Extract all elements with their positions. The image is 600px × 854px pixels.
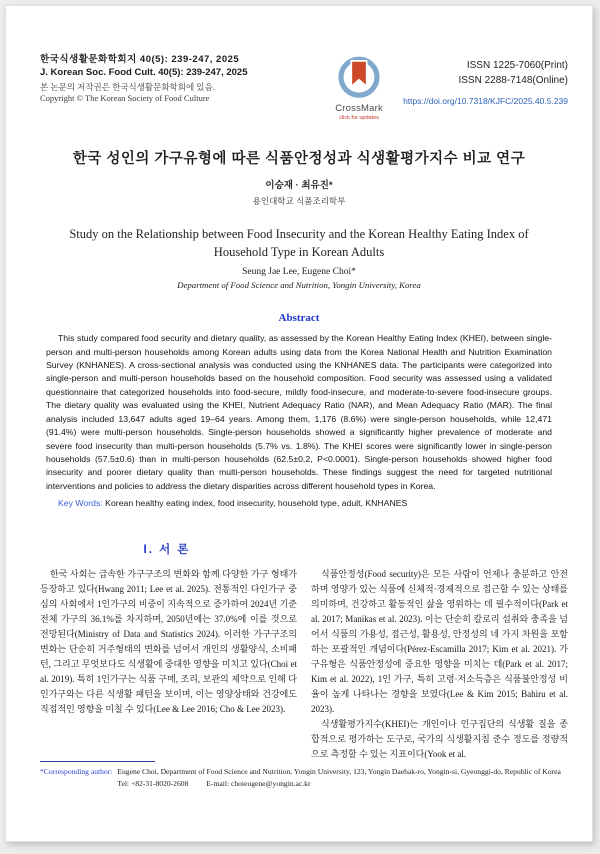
issn-online: ISSN 2288-7148(Online) (458, 75, 568, 86)
paragraph-intro-3: 식생활평가지수(KHEI)는 개인이나 인구집단의 식생활 질을 종합적으로 평가하는 도구로, 국가의 식생활지침 준수 정도를 정량적으로 측정할 수 있는 지표이다(Yook et al. (311, 718, 568, 759)
copyright-english: Copyright © The Korean Society of Food Culture (40, 93, 210, 104)
crossmark-badge[interactable] (327, 54, 391, 121)
footnote-row (40, 767, 568, 789)
body-column-right (311, 567, 568, 762)
issn-print: ISSN 1225-7060(Print) (466, 60, 568, 71)
issn-block (403, 54, 568, 112)
keywords-line (58, 497, 552, 510)
authors-english: Seung Jae Lee, Eugene Choi* (242, 267, 356, 278)
article-title-english (46, 225, 552, 261)
keywords-text: Korean healthy eating index, food insecurity, household type, adult, KNHANES (105, 498, 408, 509)
journal-name-english: J. Korean Soc. Food Cult. 40(5): 239-247, 2025 (40, 66, 248, 78)
authors-korean: 이승재 · 최유진* (265, 180, 333, 191)
abstract-text: This study compared food security and dietary quality, as assessed by the Korean Healthy Eating Index (KHEI), between single-person and multi-person households among Korean adults using data from the Korea National Health and Nutrition Examination Survey (KNHANES). A cross-sectional analysis was conducted using the KNHANES data. The participants were categorized into single-person and multi-person households based on the household composition. Food security was assessed using a validated questionnaire that categorized households into food-secure, mildly food-insecure, and moderate-to-severe food-insecure groups. The dietary quality was evaluated using the KHEI, Nutrient Adequacy Ratio (NAR), and Mean Adequacy Ratio (MAR). The final analysis included 13,647 adults aged 19–64 years. Among them, 1,176 (8.6%) were single-person households, while 12,471 (91.4%) were multi-person households. Single-person households showed a significantly higher prevalence of moderate and severe food insecurity than multi-person households (5.7% vs. 1.8%). The KHEI scores were significantly lower in single-person households (57.5±0.6) than in multi-person households (62.5±0.2, P<0.0001). Single-person households showed higher food insecurity and poorer dietary quality than multi-person households. These findings suggest the need for targeted nutritional interventions and policies to address the dietary disparities across different household types in Korea. (46, 333, 552, 491)
keywords-label: Key Words: (58, 498, 103, 509)
article-title-english-line2: Household Type in Korean Adults (213, 245, 385, 260)
affiliation-korean: 용인대학교 식품조리학부 (252, 196, 346, 206)
corresponding-author-body (117, 767, 560, 789)
doi-link[interactable]: https://doi.org/10.7318/KJFC/2025.40.5.239 (403, 96, 568, 106)
page-header (40, 54, 568, 121)
journal-info (40, 54, 323, 105)
paragraph-intro-1: 한국 사회는 급속한 가구구조의 변화와 함께 다양한 가구 형태가 등장하고 있다(Hwang 2011; Lee et al. 2025). 전통적인 다인가구 중심의 사회에서 1인가구의 비중이 지속적으로 증가하여 2024년 기준 전체 가구의 36.1%를 차지하며, 2050년에는 37.0%에 이를 것으로 전망된다(Ministry of Data and Statistics 2024). 이러한 가구구조의 변화는 단순히 거주형태의 변화를 넘어서 개인의 생활양식, 소비패턴, 그리고 무엇보다도 식생활에 중대한 영향을 미치고 있다(Choi et al. 2019). 특히 1인가구는 식품 구매, 조리, 보관의 제약으로 인해 다인가구와는 다른 식생활 패턴을 보이며, 이는 영양상태와 건강에도 직접적인 영향을 미칠 수 있다(Lee & Lee 2016; Cho & Lee 2023). (40, 568, 297, 714)
corresponding-author-label: *Corresponding author: (40, 767, 113, 776)
corresponding-author-text: Eugene Choi, Department of Food Science and Nutrition, Yongin University, 123, Yongin Daehak-ro, Yongin-si, Gyeonggi-do, Republic of Korea (117, 767, 561, 776)
footnote-divider (40, 761, 155, 762)
article-title-korean: 한국 성인의 가구유형에 따른 식품안정성과 식생활평가지수 비교 연구 (72, 151, 526, 167)
paragraph-intro-2: 식품안정성(Food security)은 모든 사람이 언제나 충분하고 안전하며 영양가 있는 식품에 신체적·경제적으로 접근할 수 있는 상태를 의미하며, 건강하고 활동적인 삶을 영위하는 데 필수적이다(Park et al. 2017; Manikas et al. 2023). 이는 단순히 칼로리 섭취와 충족을 넘어서 식품의 가용성, 접근성, 활용성, 안정성의 네 가지 차원을 포함하는 포괄적인 개념이다(Pérez-Escamilla 2017; Kim et al. 2021). 가구유형은 식품안정성에 중요한 영향을 미치는 데(Park et al. 2017; Kim et al. 2022), 1인 가구, 특히 고령·저소득층은 식품불안정성 비율이 높게 나타나는 경향을 보였다(Lee & Kim 2015; Bahiru et al. 2023). (311, 568, 568, 714)
body-columns (40, 567, 568, 762)
article-title-english-line1: Study on the Relationship between Food Insecurity and the Korean Healthy Eating Index of (69, 227, 529, 241)
affiliation-english: Department of Food Science and Nutrition, Yongin University, Korea (177, 280, 421, 291)
tel-text: Tel: +82-31-8020-2608 (117, 778, 189, 788)
crossmark-label: CrossMark (335, 103, 383, 114)
abstract-heading: Abstract (278, 312, 320, 325)
corresponding-author-footnote (40, 761, 568, 789)
contact-line (117, 779, 560, 790)
email-text: E-mail: choieugene@yongin.ac.kr (206, 778, 311, 788)
crossmark-tagline: click for updates (339, 115, 379, 121)
section-heading-introduction: I. 서 론 (143, 543, 191, 556)
paper-page (5, 5, 593, 842)
body-column-left (40, 567, 297, 762)
journal-name-korean: 한국식생활문화학회지 40(5): 239-247, 2025 (40, 54, 240, 65)
copyright-korean: 본 논문의 저작권은 한국식생활문화학회에 있음. (40, 81, 215, 92)
crossmark-bookmark-icon (327, 54, 391, 102)
